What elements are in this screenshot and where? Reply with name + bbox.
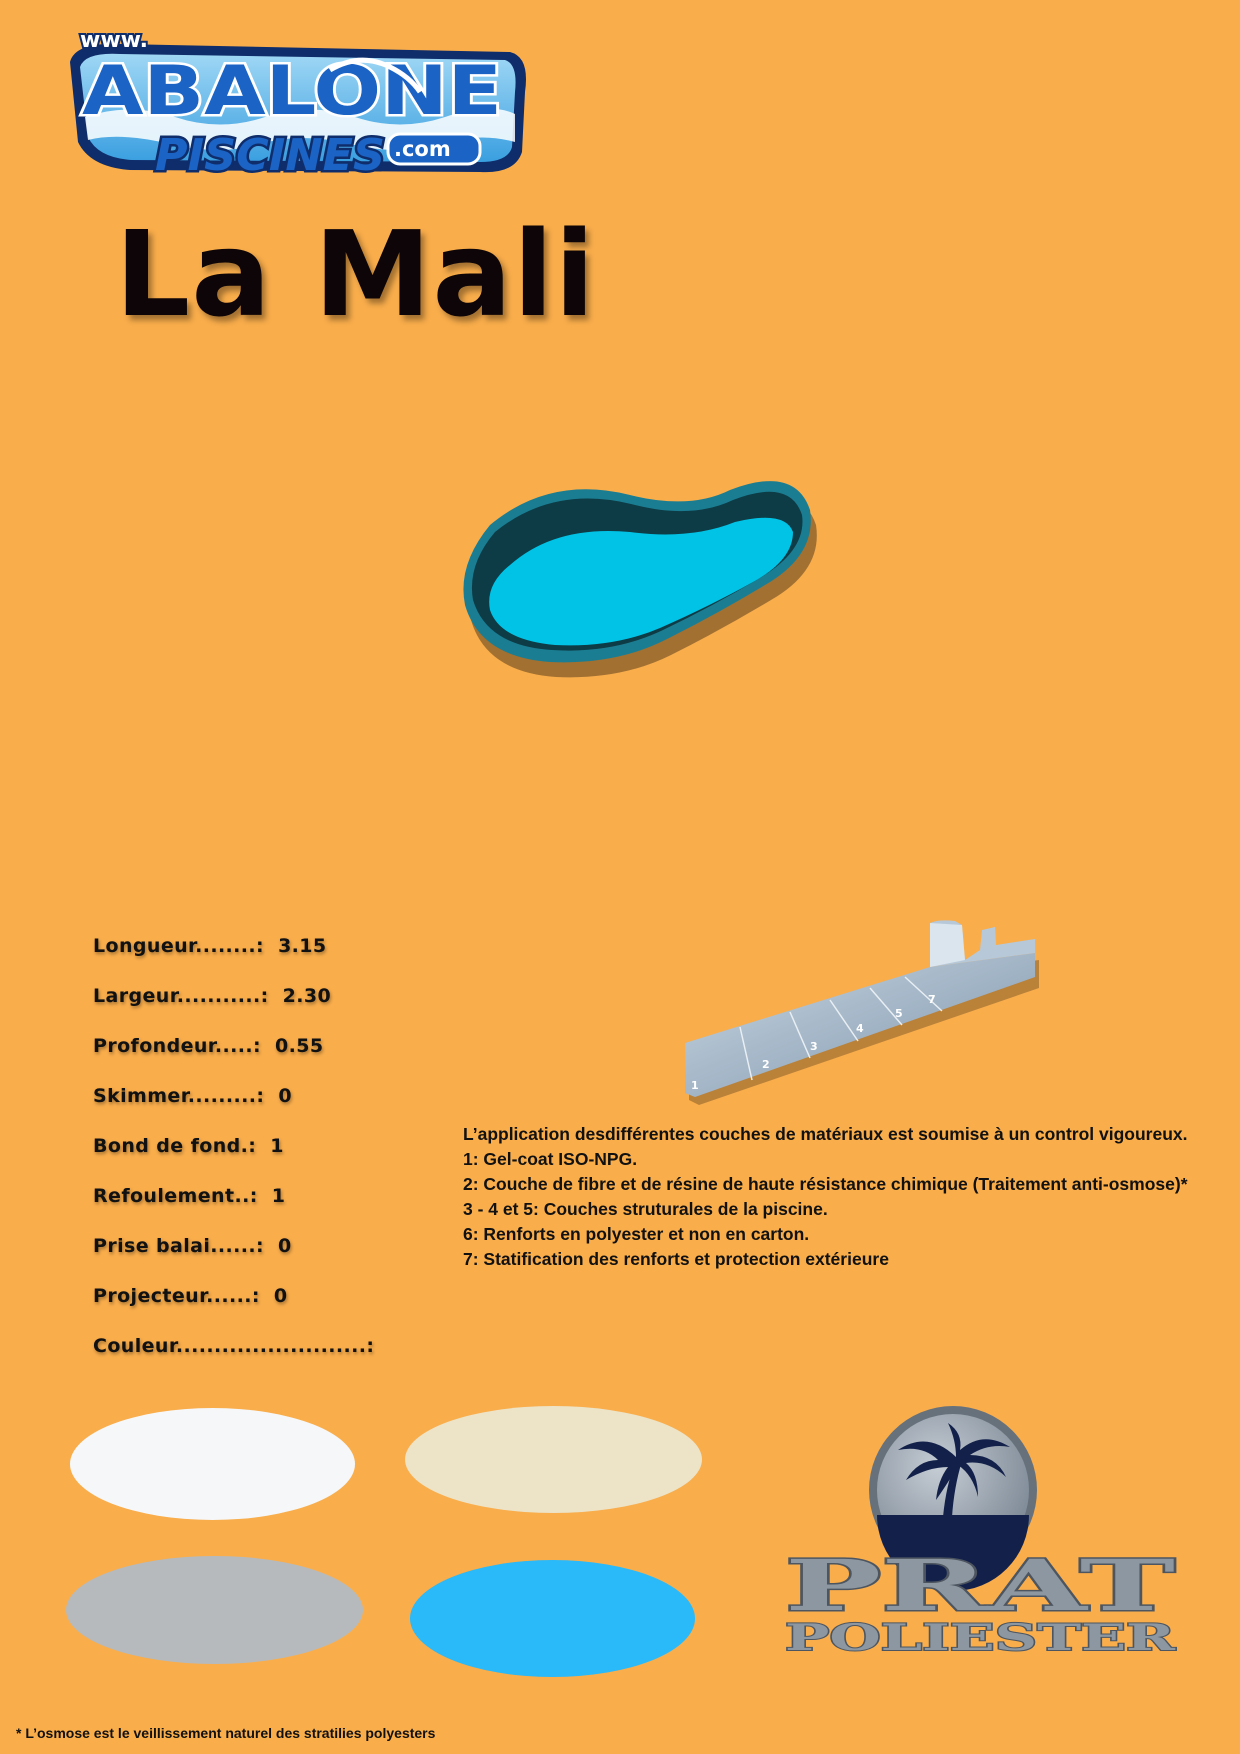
color-swatch-blue [410, 1560, 695, 1677]
svg-text:PRAT: PRAT [785, 1544, 1175, 1627]
layer-label-4: 4 [856, 1022, 864, 1035]
layer-label-1: 1 [691, 1079, 699, 1092]
description-line: 7: Statification des renforts et protection extérieure [463, 1249, 889, 1269]
prat-poliester-logo [778, 1405, 1183, 1657]
description-line: L’application desdifférentes couches de matériaux est soumise à un control vigoureux. [463, 1124, 1188, 1144]
spec-bond-de-fond: Bond de fond.: 1 [93, 1135, 284, 1157]
layer-label-7: 7 [928, 993, 936, 1006]
spec-prise-balai: Prise balai......: 0 [93, 1235, 292, 1257]
layers-description [463, 1122, 1233, 1272]
layer-label-5: 5 [895, 1007, 903, 1020]
description-line: 1: Gel-coat ISO-NPG. [463, 1149, 638, 1169]
page-title: La Mali [115, 205, 596, 343]
color-swatch-grey [66, 1556, 363, 1664]
footnote: * L’osmose est le veillissement naturel des stratilies polyesters [16, 1725, 436, 1741]
spec-skimmer: Skimmer.........: 0 [93, 1085, 292, 1107]
specifications-list [93, 935, 453, 1385]
layers-diagram [680, 925, 1040, 1100]
color-swatch-white [70, 1408, 355, 1520]
description-line: 3 - 4 et 5: Couches struturales de la piscine. [463, 1199, 828, 1219]
description-line: 2: Couche de fibre et de résine de haute résistance chimique (Traitement anti-osmose)* [463, 1174, 1188, 1194]
spec-couleur: Couleur.........................: [93, 1335, 375, 1357]
spec-projecteur: Projecteur......: 0 [93, 1285, 288, 1307]
svg-text:PISCINES: PISCINES [155, 130, 385, 181]
layer-label-3: 3 [810, 1040, 818, 1053]
color-swatch-sand [405, 1406, 702, 1513]
spec-longueur: Longueur........: 3.15 [93, 935, 327, 957]
svg-text:ABALONE: ABALONE [82, 52, 502, 131]
abalone-piscines-logo [60, 22, 530, 182]
svg-text:www.: www. [80, 28, 148, 53]
svg-text:POLIESTER: POLIESTER [785, 1617, 1177, 1659]
description-line: 6: Renforts en polyester et non en carton. [463, 1224, 810, 1244]
layer-label-2: 2 [762, 1058, 770, 1071]
spec-profondeur: Profondeur.....: 0.55 [93, 1035, 324, 1057]
spec-refoulement: Refoulement..: 1 [93, 1185, 286, 1207]
pool-illustration [455, 470, 825, 730]
svg-text:.com: .com [394, 137, 451, 161]
spec-largeur: Largeur...........: 2.30 [93, 985, 332, 1007]
